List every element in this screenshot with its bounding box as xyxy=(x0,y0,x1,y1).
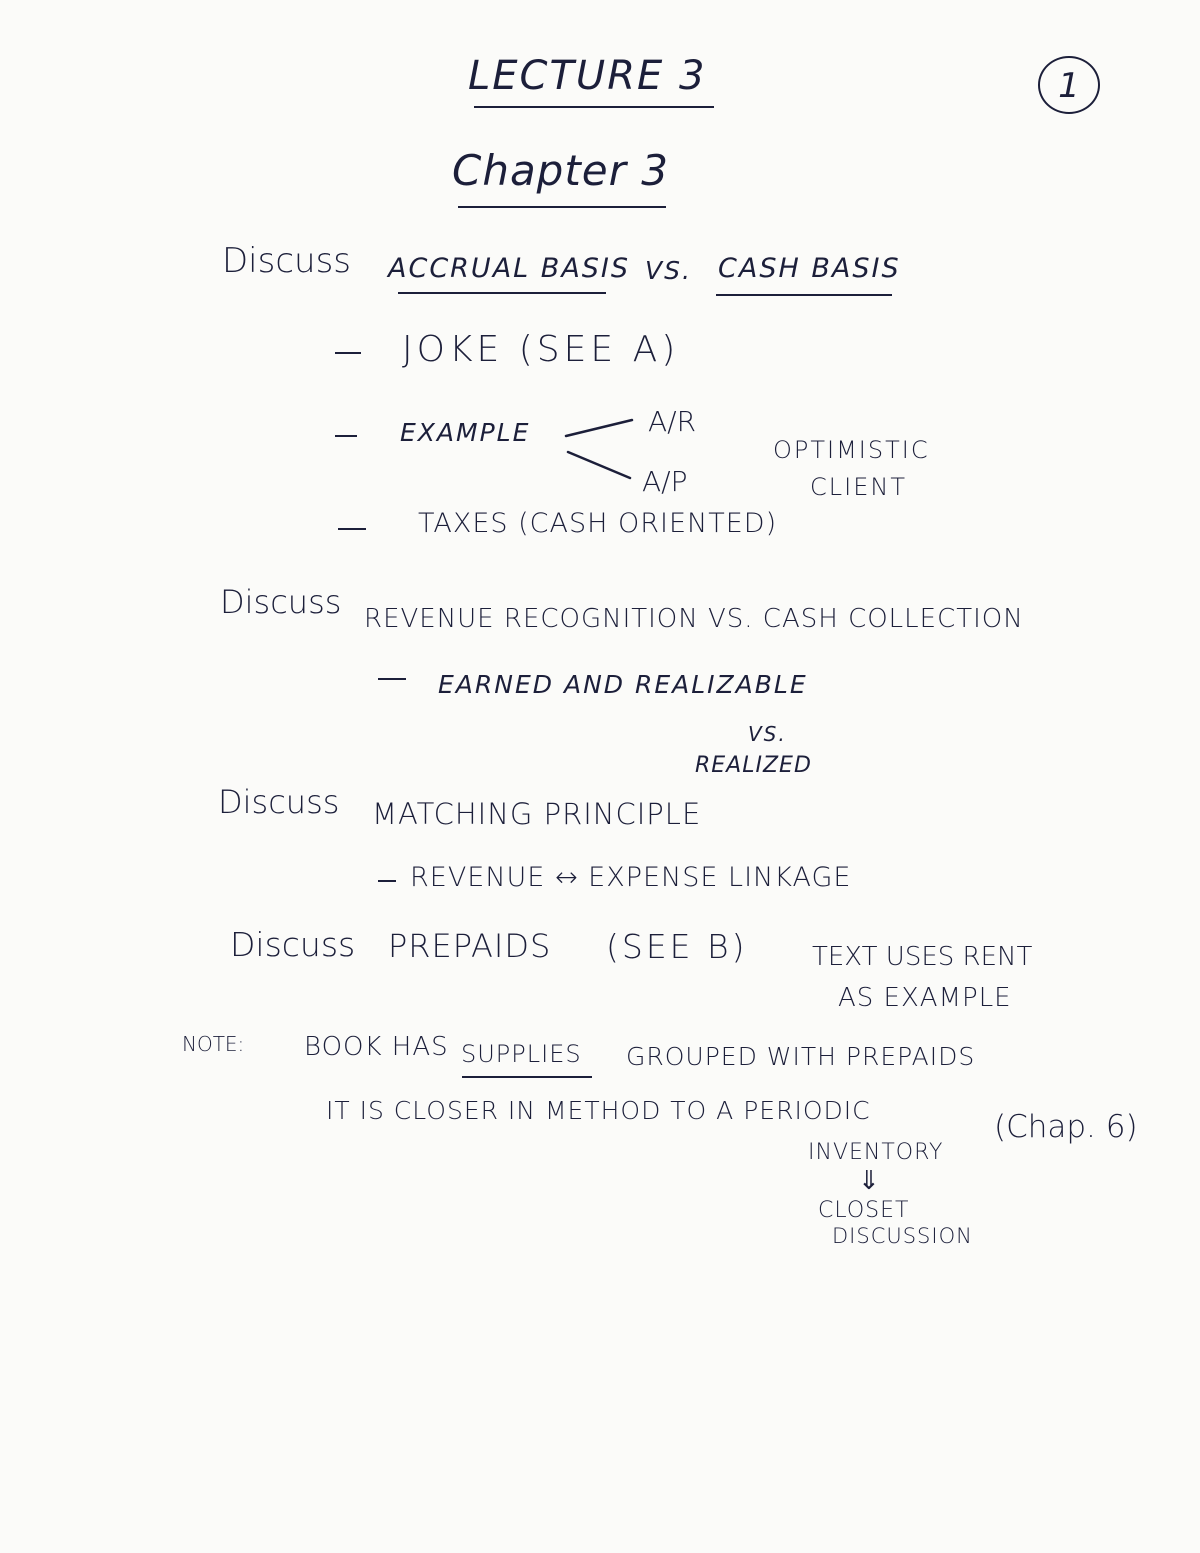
ap-label: A/P xyxy=(642,465,688,498)
note-grouped-with-prepaids: GROUPED WITH PREPAIDS xyxy=(626,1042,976,1071)
discuss-label-3: Discuss xyxy=(218,783,340,821)
taxes-line: TAXES (CASH ORIENTED) xyxy=(418,508,778,539)
note-label: NOTE: xyxy=(182,1032,245,1056)
joke-line: JOKE (SEE A) xyxy=(402,329,680,370)
earned-realizable: EARNED AND REALIZABLE xyxy=(438,670,808,699)
text-uses-rent: TEXT USES RENT xyxy=(812,942,1033,972)
discuss-label-4: Discuss xyxy=(230,925,356,964)
accrual-vs: VS. xyxy=(645,256,692,285)
lecture-title: LECTURE 3 xyxy=(468,53,707,99)
see-b: (SEE B) xyxy=(606,927,748,966)
discuss-label-2: Discuss xyxy=(220,583,342,621)
matching-principle-topic: MATCHING PRINCIPLE xyxy=(372,797,702,831)
optimistic-label: OPTIMISTIC xyxy=(773,436,930,464)
cash-basis: CASH BASIS xyxy=(718,253,901,284)
branch-line-ap xyxy=(568,452,630,478)
note-supplies: SUPPLIES xyxy=(461,1040,582,1068)
chapter-title: Chapter 3 xyxy=(452,146,669,195)
note-book-has: BOOK HAS xyxy=(304,1032,449,1062)
as-example: AS EXAMPLE xyxy=(838,983,1012,1013)
discuss-label-1: Discuss xyxy=(222,241,352,281)
revenue-expense-linkage: REVENUE ↔ EXPENSE LINKAGE xyxy=(410,862,852,893)
down-arrow-icon: ⇓ xyxy=(858,1166,880,1196)
note-closer-in-method: IT IS CLOSER IN METHOD TO A PERIODIC xyxy=(326,1096,871,1125)
accrual-basis: ACCRUAL BASIS xyxy=(388,253,631,284)
note-discussion: DISCUSSION xyxy=(832,1224,973,1248)
branch-line-ar xyxy=(566,420,632,436)
note-inventory: INVENTORY xyxy=(808,1140,944,1165)
note-closet: CLOSET xyxy=(818,1198,910,1223)
revenue-recognition-topic: REVENUE RECOGNITION VS. CASH COLLECTION xyxy=(364,604,1024,634)
revenue-vs: VS. xyxy=(748,722,787,746)
ar-label: A/R xyxy=(648,405,697,438)
example-label: EXAMPLE xyxy=(400,418,531,447)
realized-label: REALIZED xyxy=(695,753,812,778)
page-number: 1 xyxy=(1058,66,1080,106)
note-chap-6: (Chap. 6) xyxy=(994,1109,1138,1145)
client-label: CLIENT xyxy=(810,473,907,501)
prepaids-topic: PREPAIDS xyxy=(388,927,552,965)
